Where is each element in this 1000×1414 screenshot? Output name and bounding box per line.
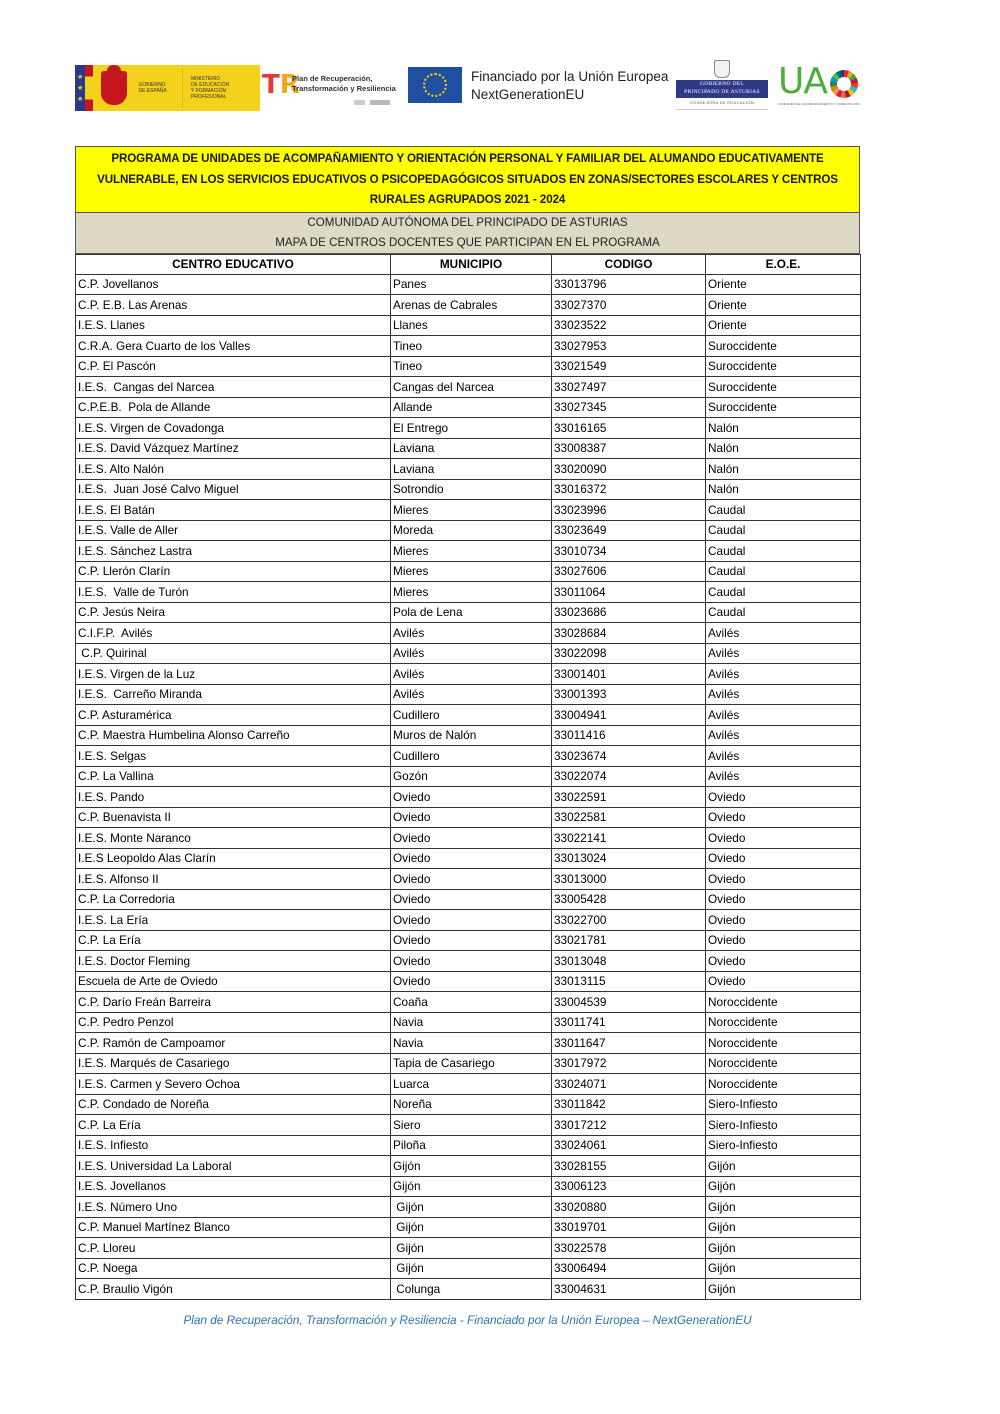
cell-municipio: Oviedo (391, 807, 552, 828)
cell-codigo: 33016165 (552, 418, 706, 439)
cell-centro: C.P. Condado de Noreña (76, 1094, 391, 1115)
cell-centro: C.P. Jovellanos (76, 274, 391, 295)
header-municipio: MUNICIPIO (391, 254, 552, 274)
cell-eoe: Avilés (706, 705, 861, 726)
cell-eoe: Oviedo (706, 971, 861, 992)
cell-centro: I.E.S. Carmen y Severo Ochoa (76, 1074, 391, 1095)
cell-municipio: Siero (391, 1115, 552, 1136)
cell-municipio: Laviana (391, 459, 552, 480)
cell-centro: I.E.S. Llanes (76, 315, 391, 336)
cell-municipio: Coaña (391, 992, 552, 1013)
cell-eoe: Suroccidente (706, 377, 861, 398)
cell-eoe: Avilés (706, 643, 861, 664)
cell-eoe: Noroccidente (706, 992, 861, 1013)
cell-municipio: Oviedo (391, 930, 552, 951)
cell-eoe: Oviedo (706, 910, 861, 931)
cell-municipio: Gijón (391, 1238, 552, 1259)
region-title: COMUNIDAD AUTÓNOMA DEL PRINCIPADO DE ASTURIAS (307, 215, 628, 229)
cell-centro: I.E.S. Infiesto (76, 1135, 391, 1156)
cell-centro: C.P. Buenavista II (76, 807, 391, 828)
cell-municipio: Mieres (391, 541, 552, 562)
cell-eoe: Oviedo (706, 889, 861, 910)
cell-codigo: 33023649 (552, 520, 706, 541)
table-row (76, 1135, 861, 1156)
logo-uao: UA UNIDADES DE ACOMPAÑAMIENTO Y ORIENTACIÓN (778, 61, 860, 106)
cell-municipio: Oviedo (391, 848, 552, 869)
cell-eoe: Noroccidente (706, 1053, 861, 1074)
table-header-row (76, 254, 861, 274)
table-row (76, 910, 861, 931)
cell-municipio: Panes (391, 274, 552, 295)
cell-codigo: 33027497 (552, 377, 706, 398)
cell-codigo: 33024071 (552, 1074, 706, 1095)
cell-centro: C.P. Manuel Martínez Blanco (76, 1217, 391, 1238)
table-row (76, 479, 861, 500)
cell-codigo: 33011416 (552, 725, 706, 746)
cell-codigo: 33006494 (552, 1258, 706, 1279)
cell-codigo: 33001393 (552, 684, 706, 705)
cell-codigo: 33011064 (552, 582, 706, 603)
cell-eoe: Oviedo (706, 807, 861, 828)
cell-codigo: 33011741 (552, 1012, 706, 1033)
cell-eoe: Oviedo (706, 828, 861, 849)
cell-municipio: Laviana (391, 438, 552, 459)
cell-codigo: 33005428 (552, 889, 706, 910)
cell-eoe: Oviedo (706, 930, 861, 951)
cell-eoe: Noroccidente (706, 1074, 861, 1095)
document-title: PROGRAMA DE UNIDADES DE ACOMPAÑAMIENTO Y ORIENTACIÓN PERSONAL Y FAMILIAR DEL ALUMANDO EDUCATIVAMENTE VULNERABLE, EN LOS SERVICIOS EDUCATIVOS O PSICOPEDAGÓGICOS SITUADOS EN ZONAS/SECTORES ESCOLARES Y CENTROS RURALES AGRUPADOS 2021 - 2024 (75, 146, 860, 212)
cell-centro: I.E.S. Alfonso II (76, 869, 391, 890)
table-row (76, 643, 861, 664)
cell-centro: C.P.E.B. Pola de Allande (76, 397, 391, 418)
centers-sheet (75, 146, 860, 1300)
cell-eoe: Oviedo (706, 787, 861, 808)
cell-municipio: Oviedo (391, 951, 552, 972)
cell-codigo: 33013000 (552, 869, 706, 890)
cell-centro: I.E.S. David Vázquez Martínez (76, 438, 391, 459)
table-row (76, 582, 861, 603)
eu-flag-icon (408, 67, 462, 103)
cell-codigo: 33011647 (552, 1033, 706, 1054)
cell-codigo: 33022578 (552, 1238, 706, 1259)
cell-eoe: Siero-Infiesto (706, 1115, 861, 1136)
table-row (76, 356, 861, 377)
cell-eoe: Gijón (706, 1217, 861, 1238)
cell-eoe: Oviedo (706, 951, 861, 972)
table-row (76, 1012, 861, 1033)
cell-municipio: Gozón (391, 766, 552, 787)
cell-eoe: Oriente (706, 274, 861, 295)
table-row (76, 500, 861, 521)
cell-eoe: Suroccidente (706, 356, 861, 377)
cell-municipio: Pola de Lena (391, 602, 552, 623)
cell-codigo: 33027606 (552, 561, 706, 582)
cell-eoe: Caudal (706, 602, 861, 623)
cell-municipio: Navia (391, 1012, 552, 1033)
cell-centro: C.P. La Corredoria (76, 889, 391, 910)
coat-of-arms-icon (101, 71, 127, 105)
cell-centro: I.E.S. Virgen de Covadonga (76, 418, 391, 439)
cell-municipio: Muros de Nalón (391, 725, 552, 746)
table-row (76, 828, 861, 849)
cell-codigo: 33022141 (552, 828, 706, 849)
cell-centro: C.R.A. Gera Cuarto de los Valles (76, 336, 391, 357)
cell-eoe: Nalón (706, 479, 861, 500)
cell-municipio: Colunga (391, 1279, 552, 1300)
cell-centro: C.P. Quirinal (76, 643, 391, 664)
table-row (76, 1238, 861, 1259)
cell-municipio: Piloña (391, 1135, 552, 1156)
cell-municipio: Cudillero (391, 705, 552, 726)
table-row (76, 1197, 861, 1218)
cell-codigo: 33006123 (552, 1176, 706, 1197)
cell-municipio: Cangas del Narcea (391, 377, 552, 398)
cell-codigo: 33022700 (552, 910, 706, 931)
cell-centro: I.E.S. Universidad La Laboral (76, 1156, 391, 1177)
table-row (76, 992, 861, 1013)
cell-municipio: Mieres (391, 582, 552, 603)
cell-municipio: Avilés (391, 623, 552, 644)
table-row (76, 377, 861, 398)
cell-codigo: 33022591 (552, 787, 706, 808)
cell-municipio: Oviedo (391, 787, 552, 808)
cell-centro: I.E.S. Selgas (76, 746, 391, 767)
cell-codigo: 33004941 (552, 705, 706, 726)
cell-centro: I.E.S. Virgen de la Luz (76, 664, 391, 685)
cell-codigo: 33010734 (552, 541, 706, 562)
cell-centro: C.P. La Vallina (76, 766, 391, 787)
cell-municipio: Allande (391, 397, 552, 418)
table-row (76, 397, 861, 418)
cell-eoe: Caudal (706, 582, 861, 603)
cell-codigo: 33021549 (552, 356, 706, 377)
cell-codigo: 33027345 (552, 397, 706, 418)
logo-plan-recuperacion: TR Plan de Recuperación, Transformación y Resiliencia (262, 70, 392, 110)
cell-centro: C.I.F.P. Avilés (76, 623, 391, 644)
table-row (76, 684, 861, 705)
table-row (76, 541, 861, 562)
table-row (76, 1258, 861, 1279)
table-row (76, 869, 861, 890)
table-row (76, 274, 861, 295)
cell-eoe: Suroccidente (706, 397, 861, 418)
cell-centro: I.E.S. Valle de Turón (76, 582, 391, 603)
cell-centro: I.E.S. El Batán (76, 500, 391, 521)
table-row (76, 766, 861, 787)
cell-eoe: Nalón (706, 459, 861, 480)
cell-municipio: Avilés (391, 684, 552, 705)
table-row (76, 1156, 861, 1177)
cell-centro: I.E.S. Número Uno (76, 1197, 391, 1218)
cell-eoe: Oriente (706, 295, 861, 316)
map-title: MAPA DE CENTROS DOCENTES QUE PARTICIPAN EN EL PROGRAMA (275, 235, 660, 249)
table-row (76, 438, 861, 459)
cell-eoe: Oviedo (706, 869, 861, 890)
cell-centro: C.P. Asturamérica (76, 705, 391, 726)
cell-centro: I.E.S. Doctor Fleming (76, 951, 391, 972)
cell-codigo: 33022074 (552, 766, 706, 787)
table-row (76, 1033, 861, 1054)
cell-municipio: Gijón (391, 1176, 552, 1197)
cell-eoe: Nalón (706, 418, 861, 439)
table-row (76, 1074, 861, 1095)
cell-eoe: Avilés (706, 684, 861, 705)
cell-codigo: 33027953 (552, 336, 706, 357)
cell-municipio: Gijón (391, 1197, 552, 1218)
cell-codigo: 33022581 (552, 807, 706, 828)
cell-centro: C.P. Ramón de Campoamor (76, 1033, 391, 1054)
cell-municipio: Oviedo (391, 828, 552, 849)
table-row (76, 459, 861, 480)
cell-eoe: Noroccidente (706, 1033, 861, 1054)
cell-codigo: 33008387 (552, 438, 706, 459)
cell-centro: C.P. Llerón Clarín (76, 561, 391, 582)
cell-eoe: Gijón (706, 1279, 861, 1300)
cell-centro: C.P. La Ería (76, 930, 391, 951)
header-centro: CENTRO EDUCATIVO (76, 254, 391, 274)
cell-codigo: 33020880 (552, 1197, 706, 1218)
cell-municipio: Moreda (391, 520, 552, 541)
cell-codigo: 33022098 (552, 643, 706, 664)
cell-codigo: 33004631 (552, 1279, 706, 1300)
cell-municipio: Oviedo (391, 889, 552, 910)
cell-codigo: 33023996 (552, 500, 706, 521)
cell-codigo: 33023674 (552, 746, 706, 767)
cell-municipio: Tapia de Casariego (391, 1053, 552, 1074)
cell-centro: C.P. Lloreu (76, 1238, 391, 1259)
cell-eoe: Avilés (706, 623, 861, 644)
cell-municipio: Noreña (391, 1094, 552, 1115)
cell-eoe: Gijón (706, 1258, 861, 1279)
cell-eoe: Noroccidente (706, 1012, 861, 1033)
table-row (76, 1115, 861, 1136)
cell-codigo: 33001401 (552, 664, 706, 685)
table-row (76, 951, 861, 972)
cell-codigo: 33021781 (552, 930, 706, 951)
cell-centro: C.P. La Ería (76, 1115, 391, 1136)
cell-centro: I.E.S. Sánchez Lastra (76, 541, 391, 562)
cell-eoe: Siero-Infiesto (706, 1094, 861, 1115)
ministerio-text: MINISTERIO DE EDUCACIÓN Y FORMACIÓN PROFESIONAL (190, 76, 230, 100)
cell-codigo: 33028684 (552, 623, 706, 644)
table-row (76, 1053, 861, 1074)
cell-municipio: Avilés (391, 643, 552, 664)
cell-eoe: Gijón (706, 1197, 861, 1218)
cell-eoe: Nalón (706, 438, 861, 459)
header-codigo: CODIGO (552, 254, 706, 274)
table-row (76, 725, 861, 746)
cell-municipio: Navia (391, 1033, 552, 1054)
table-row (76, 971, 861, 992)
cell-centro: C.P. El Pascón (76, 356, 391, 377)
cell-centro: C.P. Maestra Humbelina Alonso Carreño (76, 725, 391, 746)
table-row (76, 295, 861, 316)
cell-municipio: Oviedo (391, 869, 552, 890)
table-row (76, 1176, 861, 1197)
cell-codigo: 33013115 (552, 971, 706, 992)
cell-centro: I.E.S. Monte Naranco (76, 828, 391, 849)
cell-codigo: 33013024 (552, 848, 706, 869)
table-row (76, 315, 861, 336)
cell-eoe: Suroccidente (706, 336, 861, 357)
cell-eoe: Gijón (706, 1156, 861, 1177)
table-row (76, 623, 861, 644)
table-row (76, 930, 861, 951)
cell-centro: C.P. E.B. Las Arenas (76, 295, 391, 316)
cell-centro: I.E.S. Marqués de Casariego (76, 1053, 391, 1074)
logo-eu-text: Financiado por la Unión Europea NextGenerationEU (471, 69, 669, 102)
cell-municipio: Gijón (391, 1258, 552, 1279)
table-body (76, 274, 861, 1299)
table-row (76, 1217, 861, 1238)
cell-eoe: Avilés (706, 746, 861, 767)
cell-centro: C.P. Jesús Neira (76, 602, 391, 623)
document-subtitle (75, 212, 860, 254)
cell-codigo: 33024061 (552, 1135, 706, 1156)
cell-municipio: Gijón (391, 1156, 552, 1177)
cell-centro: I.E.S. Valle de Aller (76, 520, 391, 541)
cell-eoe: Caudal (706, 500, 861, 521)
table-row (76, 848, 861, 869)
cell-centro: I.E.S. Carreño Miranda (76, 684, 391, 705)
cell-municipio: Tineo (391, 336, 552, 357)
cell-municipio: Mieres (391, 561, 552, 582)
gobierno-text: GOBIERNO DE ESPAÑA (138, 82, 167, 94)
cell-eoe: Avilés (706, 664, 861, 685)
cell-municipio: Cudillero (391, 746, 552, 767)
logo-principado-asturias: GOBIERNO DEL PRINCIPADO DE ASTURIAS CONSEJERÍA DE EDUCACIÓN (676, 62, 768, 112)
flag-bar-icon: ★ ★ ★ (75, 65, 85, 111)
table-row (76, 705, 861, 726)
table-row (76, 1094, 861, 1115)
cell-codigo: 33017972 (552, 1053, 706, 1074)
prtr-mark-icon: TR (262, 70, 300, 100)
cell-municipio: Oviedo (391, 971, 552, 992)
asturias-crest-icon (714, 60, 730, 78)
cell-codigo: 33011842 (552, 1094, 706, 1115)
cell-municipio: Mieres (391, 500, 552, 521)
cell-municipio: Oviedo (391, 910, 552, 931)
cell-centro: C.P. Darío Freán Barreira (76, 992, 391, 1013)
table-row (76, 1279, 861, 1300)
cell-codigo: 33020090 (552, 459, 706, 480)
header-eoe: E.O.E. (706, 254, 861, 274)
cell-municipio: Sotrondio (391, 479, 552, 500)
cell-eoe: Oriente (706, 315, 861, 336)
table-row (76, 602, 861, 623)
cell-municipio: Luarca (391, 1074, 552, 1095)
cell-centro: I.E.S. Jovellanos (76, 1176, 391, 1197)
table-row (76, 787, 861, 808)
cell-codigo: 33019701 (552, 1217, 706, 1238)
cell-eoe: Oviedo (706, 848, 861, 869)
table-row (76, 418, 861, 439)
cell-centro: C.P. Braulio Vigón (76, 1279, 391, 1300)
cell-codigo: 33023522 (552, 315, 706, 336)
cell-codigo: 33004539 (552, 992, 706, 1013)
logo-strip (0, 62, 1000, 114)
cell-municipio: Avilés (391, 664, 552, 685)
cell-centro: Escuela de Arte de Oviedo (76, 971, 391, 992)
cell-codigo: 33023686 (552, 602, 706, 623)
cell-eoe: Caudal (706, 541, 861, 562)
table-row (76, 561, 861, 582)
centers-table (75, 254, 861, 1300)
cell-codigo: 33017212 (552, 1115, 706, 1136)
cell-codigo: 33016372 (552, 479, 706, 500)
cell-municipio: Gijón (391, 1217, 552, 1238)
cell-codigo: 33013796 (552, 274, 706, 295)
cell-codigo: 33027370 (552, 295, 706, 316)
table-row (76, 664, 861, 685)
cell-eoe: Gijón (706, 1176, 861, 1197)
cell-centro: I.E.S. Alto Nalón (76, 459, 391, 480)
cell-municipio: Tineo (391, 356, 552, 377)
cell-eoe: Avilés (706, 766, 861, 787)
cell-eoe: Caudal (706, 520, 861, 541)
table-row (76, 746, 861, 767)
table-row (76, 336, 861, 357)
cell-municipio: Llanes (391, 315, 552, 336)
cell-centro: I.E.S. La Ería (76, 910, 391, 931)
table-row (76, 889, 861, 910)
cell-eoe: Gijón (706, 1238, 861, 1259)
table-row (76, 807, 861, 828)
cell-centro: I.E.S. Pando (76, 787, 391, 808)
cell-eoe: Siero-Infiesto (706, 1135, 861, 1156)
cell-codigo: 33013048 (552, 951, 706, 972)
table-row (76, 520, 861, 541)
cell-eoe: Caudal (706, 561, 861, 582)
cell-centro: I.E.S. Cangas del Narcea (76, 377, 391, 398)
cell-municipio: Arenas de Cabrales (391, 295, 552, 316)
logo-gobierno-espana (75, 65, 260, 111)
cell-centro: C.P. Noega (76, 1258, 391, 1279)
cell-eoe: Avilés (706, 725, 861, 746)
cell-centro: C.P. Pedro Penzol (76, 1012, 391, 1033)
sdg-wheel-icon (830, 70, 858, 98)
cell-centro: I.E.S. Juan José Calvo Miguel (76, 479, 391, 500)
cell-centro: I.E.S Leopoldo Alas Clarín (76, 848, 391, 869)
cell-codigo: 33028155 (552, 1156, 706, 1177)
footer-funding-note: Plan de Recuperación, Transformación y Resiliencia - Financiado por la Unión Europea – NextGenerationEU (183, 1313, 752, 1327)
cell-municipio: El Entrego (391, 418, 552, 439)
